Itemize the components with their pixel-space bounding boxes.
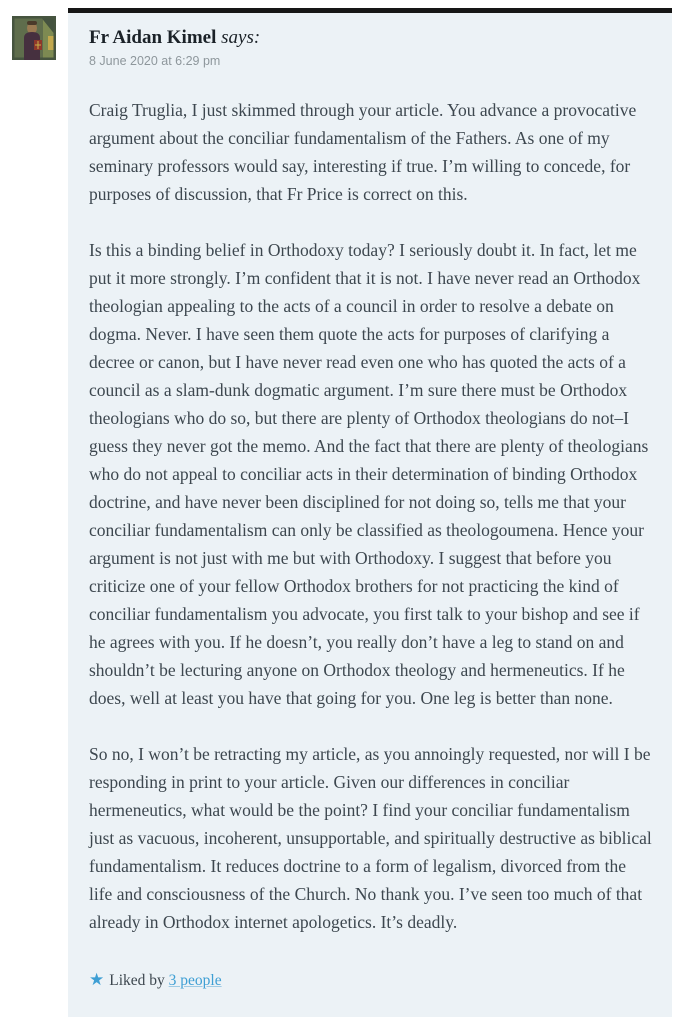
comment-paragraph: Craig Truglia, I just skimmed through your article. You advance a provocative argument about the conciliar fundamentalism of the Fathers. As one of my seminary professors would say, interesting if true. I’m willing to concede, for purposes of discussion, that Fr Price is correct on this. (89, 100, 637, 204)
says-label (221, 27, 260, 48)
comment-page (0, 8, 684, 989)
says-label-text: says: (221, 27, 261, 48)
likes-row (89, 970, 652, 991)
comment-header (89, 26, 652, 70)
comment-date-link[interactable]: 8 June 2020 at 6:29 pm (89, 54, 221, 68)
comment-paragraph: So no, I won’t be retracting my article, as you annoingly requested, nor will I be responding in print to your article. Given our differences in conciliar hermeneutics, what would be the point? I find your conciliar fundamentalism just as vacuous, incoherent, unsupportable, and spiritually destructive as biblical fundamentalism. It reduces doctrine to a form of legalism, divorced from the life and consciousness of the Church. No thank you. I’ve seen too much of that already in Orthodox internet apologetics. It’s deadly. (89, 744, 652, 932)
liked-by-text: Liked by (109, 972, 165, 989)
avatar-icon (12, 16, 56, 60)
avatar (12, 16, 56, 60)
comment-body (89, 96, 652, 936)
liked-count-link[interactable]: 3 people (168, 972, 222, 989)
comment-panel (68, 8, 672, 1017)
author-line (89, 26, 652, 50)
comment-paragraph: Is this a binding belief in Orthodoxy today? I seriously doubt it. In fact, let me put it more strongly. I’m confident that it is not. I have never read an Orthodox theologian appealing to the acts of a council in order to resolve a debate on dogma. Never. I have seen them quote the acts for purposes of clarifying a decree or canon, but I have never read even one who has quoted the acts of a council as a slam-dunk dogmatic argument. I’m sure there must be Orthodox theologians who do so, but there are plenty of Orthodox theologians do not–I guess they never got the memo. And the fact that there are plenty of theologians who do not appeal to conciliar acts in their determination of binding Orthodox doctrine, and have never been disciplined for not doing so, tells me that your conciliar fundamentalism can only be classified as theologoumena. Hence your argument is not just with me but with Orthodoxy. I suggest that before you criticize one of your fellow Orthodox brothers for not practicing the kind of conciliar fundamentalism you advocate, you first talk to your bishop and see if he agrees with you. If he doesn’t, you really don’t have a leg to stand on and shouldn’t be lecturing anyone on Orthodox theology and hermeneutics. If he does, well at least you have that going for you. One leg is better than none. (89, 240, 649, 708)
star-icon: ★ (89, 970, 105, 989)
author-name: Fr Aidan Kimel (89, 27, 217, 48)
